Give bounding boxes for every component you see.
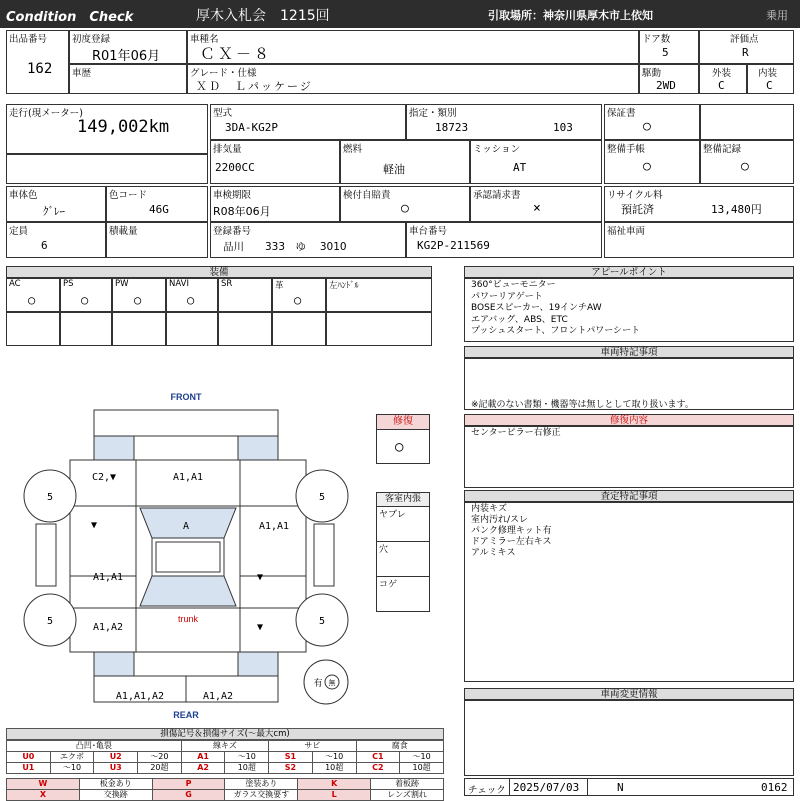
maint-book-value: ○ bbox=[643, 159, 651, 174]
check-flag: N bbox=[617, 781, 624, 794]
rear-window bbox=[140, 576, 236, 606]
approval-box bbox=[470, 186, 602, 222]
recycle-status: 預託済 bbox=[621, 203, 654, 216]
load-label: 積載量 bbox=[109, 226, 138, 237]
appeal-line: BOSEスピーカー、19インチAW bbox=[471, 303, 602, 313]
legend-desc: 10超 bbox=[225, 763, 269, 774]
chassis-label: 車台番号 bbox=[409, 226, 448, 237]
legend-code: A1 bbox=[181, 752, 225, 763]
mark-left-front-door: ▼ bbox=[90, 520, 98, 531]
designation-value: 18723 bbox=[435, 121, 469, 134]
doors-label: ドア数 bbox=[642, 34, 671, 45]
legend-code: C2 bbox=[356, 763, 400, 774]
legend-code: W bbox=[7, 779, 80, 790]
divider bbox=[587, 779, 588, 795]
appeal-title: アピールポイント bbox=[464, 266, 794, 278]
model-code-value: 3DA-KG2P bbox=[225, 121, 278, 134]
legend-group: 腐食 bbox=[356, 741, 444, 752]
interior-trim-title: 客室内張 bbox=[377, 493, 429, 507]
capacity-label: 定員 bbox=[9, 226, 29, 237]
equipment-value: ○ bbox=[134, 293, 142, 307]
warranty-label: 保証書 bbox=[607, 108, 636, 119]
special-box bbox=[464, 358, 794, 410]
plate-box bbox=[210, 222, 406, 258]
equipment-title: 装備 bbox=[6, 266, 432, 278]
maint-book-box bbox=[604, 140, 700, 184]
mark-left-rear-door: A1,A1 bbox=[92, 572, 124, 583]
plate-label: 登録番号 bbox=[213, 226, 252, 237]
auction-title: 厚木入札会 1215回 bbox=[196, 8, 330, 24]
check-number: 0162 bbox=[761, 781, 788, 794]
mileage-box bbox=[6, 104, 208, 154]
score-label: 評価点 bbox=[730, 34, 759, 45]
recycle-label: リサイクル料 bbox=[607, 190, 663, 201]
legend-bottom-table bbox=[6, 778, 444, 801]
model-name-label: 車種名 bbox=[190, 34, 219, 45]
repair-flag-value: ○ bbox=[395, 439, 404, 455]
legend-desc: エクボ bbox=[50, 752, 94, 763]
right-rear-door bbox=[240, 576, 306, 608]
legend-desc: ～10 bbox=[225, 752, 269, 763]
legend-desc: 交換跡 bbox=[79, 790, 152, 801]
drive-value: 2WD bbox=[656, 79, 676, 92]
color-code-value: 46G bbox=[149, 203, 169, 216]
car-diagram bbox=[0, 388, 460, 724]
legend-group: 凸凹･亀裂 bbox=[7, 741, 182, 752]
legend-code: S2 bbox=[269, 763, 313, 774]
history-label: 車歴 bbox=[72, 68, 92, 79]
fuel-label: 燃料 bbox=[343, 144, 363, 155]
equipment-value: ○ bbox=[294, 293, 302, 307]
welfare-label: 福祉車両 bbox=[607, 226, 646, 237]
equipment-cell bbox=[60, 278, 112, 312]
tire-rl-value: 5 bbox=[46, 616, 54, 627]
plate-value: 品川 333 ゆ 3010 bbox=[223, 241, 347, 253]
inspection-note-line: アルミキス bbox=[471, 548, 516, 558]
lot-box bbox=[6, 30, 69, 94]
mark-front-left: C2,▼ bbox=[91, 472, 117, 483]
exterior-label: 外装 bbox=[712, 68, 732, 79]
right-front-door bbox=[240, 506, 306, 576]
repair-line: センターピラー右修正 bbox=[471, 428, 561, 438]
equipment-grid bbox=[6, 278, 432, 346]
equipment-label: SR bbox=[221, 279, 233, 289]
vehicle-category: 乗用 bbox=[766, 9, 788, 22]
body-color-box bbox=[6, 186, 106, 222]
pickup-location: 引取場所：神奈川県厚木市上依知 bbox=[488, 9, 653, 22]
legend-desc: レンズ割れ bbox=[371, 790, 444, 801]
spare-mark: 無 bbox=[328, 679, 336, 687]
hood bbox=[136, 460, 240, 506]
special-title: 車両特記事項 bbox=[464, 346, 794, 358]
equipment-cell bbox=[326, 278, 432, 312]
front-label: FRONT bbox=[170, 392, 202, 402]
displacement-value: 2200CC bbox=[215, 161, 255, 174]
body-color-label: 車体色 bbox=[9, 190, 38, 201]
equipment-blank-cell bbox=[112, 312, 166, 346]
fuel-box bbox=[340, 140, 470, 184]
special-note: ※記載のない書類・機器等は無しとして取り扱います。 bbox=[471, 400, 694, 410]
rear-label: REAR bbox=[173, 710, 199, 720]
equipment-cell bbox=[166, 278, 218, 312]
designation-box bbox=[406, 104, 602, 140]
mileage-value: 149,002km bbox=[77, 117, 170, 137]
warranty-extra-box bbox=[700, 104, 794, 140]
mark-roof: A bbox=[182, 521, 190, 532]
brand-title: Condition Check bbox=[6, 10, 134, 25]
equipment-cell bbox=[6, 278, 60, 312]
equipment-blank-cell bbox=[272, 312, 326, 346]
equipment-cell bbox=[272, 278, 326, 312]
grade-value: ＸＤ Ｌパッケージ bbox=[196, 80, 313, 93]
legend-code: L bbox=[298, 790, 371, 801]
legend-code: U3 bbox=[94, 763, 138, 774]
right-mirror-panel bbox=[314, 524, 334, 586]
sunroof-frame bbox=[156, 542, 220, 572]
inspection-note-line: パンク修理キット有 bbox=[471, 526, 552, 536]
appeal-line: パワーリアゲート bbox=[471, 291, 543, 302]
color-code-label: 色コード bbox=[109, 190, 148, 201]
equipment-label: NAVI bbox=[169, 279, 189, 289]
warranty-box bbox=[604, 104, 700, 140]
first-reg-value: R01年06月 bbox=[92, 49, 161, 64]
legend-code: U1 bbox=[7, 763, 51, 774]
equipment-value: ○ bbox=[187, 293, 195, 307]
mission-value: AT bbox=[513, 161, 527, 174]
maint-book-label: 整備手帳 bbox=[607, 144, 646, 155]
repair-title: 修復内容 bbox=[464, 414, 794, 426]
fuel-value: 軽油 bbox=[383, 163, 405, 176]
mark-right-quarter: ▼ bbox=[256, 622, 264, 633]
repair-list bbox=[471, 428, 561, 440]
trunk-label: trunk bbox=[177, 614, 199, 624]
lot-number: 162 bbox=[27, 61, 53, 77]
legend-table bbox=[6, 740, 444, 774]
model-name-box bbox=[187, 30, 639, 64]
inspection-notes-box bbox=[464, 502, 794, 682]
tire-rr-value: 5 bbox=[318, 616, 326, 627]
recycle-fee: 13,480円 bbox=[711, 203, 762, 216]
mark-left-quarter: A1,A2 bbox=[92, 622, 124, 633]
legend-desc: 20超 bbox=[138, 763, 182, 774]
check-label: チェック bbox=[468, 785, 506, 796]
grade-label: グレード・仕様 bbox=[190, 68, 257, 79]
mark-hood: A1,A1 bbox=[172, 472, 204, 483]
rear-left-corner bbox=[94, 652, 134, 676]
legend-desc: ～10 bbox=[400, 752, 444, 763]
check-date: 2025/07/03 bbox=[513, 781, 580, 794]
legend-desc: ～20 bbox=[138, 752, 182, 763]
inspection-note-line: 室内汚れ/スレ bbox=[471, 515, 529, 525]
legend-desc: 塗装あり bbox=[225, 779, 298, 790]
doors-value: 5 bbox=[662, 46, 669, 59]
drive-box bbox=[639, 64, 699, 94]
legend-desc: 10超 bbox=[400, 763, 444, 774]
tire-fl-value: 5 bbox=[46, 492, 54, 503]
interior-trim-item: ヤブレ bbox=[377, 507, 429, 542]
appeal-line: プッシュスタート、フロントパワーシート bbox=[471, 326, 641, 336]
inspection-label: 車検期限 bbox=[213, 190, 252, 201]
chassis-value: KG2P-211569 bbox=[417, 239, 490, 252]
liability-box bbox=[340, 186, 470, 222]
mileage-label: 走行(現メーター) bbox=[9, 108, 83, 119]
interior-box bbox=[747, 64, 794, 94]
maint-record-label: 整備記録 bbox=[703, 144, 742, 155]
drive-label: 駆動 bbox=[642, 68, 662, 79]
tire-fr-value: 5 bbox=[318, 492, 326, 503]
legend-desc: ガラス交換要す bbox=[225, 790, 298, 801]
exterior-box bbox=[699, 64, 747, 94]
history-box bbox=[69, 64, 187, 94]
inspection-note-line: ドアミラー左右キス bbox=[471, 537, 552, 547]
liability-value: ○ bbox=[401, 201, 409, 216]
inspection-note-line: 内装キズ bbox=[471, 504, 507, 514]
legend-desc: ～10 bbox=[50, 763, 94, 774]
interior-value: C bbox=[766, 79, 773, 92]
mileage-extra-box bbox=[6, 154, 208, 184]
equipment-label: AC bbox=[9, 279, 21, 289]
legend-group: サビ bbox=[269, 741, 356, 752]
chassis-box bbox=[406, 222, 602, 258]
mark-right-rear-door: ▼ bbox=[256, 572, 264, 583]
welfare-box bbox=[604, 222, 794, 258]
equipment-label: 革 bbox=[275, 281, 284, 291]
legend-code: P bbox=[152, 779, 225, 790]
equipment-blank-cell bbox=[218, 312, 272, 346]
equipment-value: ○ bbox=[28, 293, 36, 307]
header-bar bbox=[0, 0, 800, 28]
legend-code: U0 bbox=[7, 752, 51, 763]
front-left-fender bbox=[70, 460, 136, 506]
mark-right-front-door: A1,A1 bbox=[258, 521, 290, 532]
front-left-corner bbox=[94, 436, 134, 460]
approval-value: × bbox=[533, 201, 541, 216]
equipment-label: 左ﾊﾝﾄﾞﾙ bbox=[329, 281, 359, 291]
interior-trim-item: コゲ bbox=[379, 580, 398, 590]
inspection-value: R08年06月 bbox=[213, 205, 271, 218]
first-reg-label: 初度登録 bbox=[72, 34, 111, 45]
approval-label: 承認請求書 bbox=[473, 190, 521, 201]
inspection-notes-list bbox=[471, 504, 552, 559]
legend-code: G bbox=[152, 790, 225, 801]
divider bbox=[509, 779, 510, 795]
inspection-notes-title: 査定特記事項 bbox=[464, 490, 794, 502]
maint-record-box bbox=[700, 140, 794, 184]
damage-legend bbox=[6, 728, 444, 801]
doors-box bbox=[639, 30, 699, 64]
legend-code: X bbox=[7, 790, 80, 801]
recycle-box bbox=[604, 186, 794, 222]
repair-flag-label: 修復 bbox=[377, 415, 429, 430]
rear-right-corner bbox=[238, 652, 278, 676]
capacity-value: 6 bbox=[41, 239, 48, 252]
mission-label: ミッション bbox=[473, 144, 521, 155]
legend-code: S1 bbox=[269, 752, 313, 763]
changes-title: 車両変更情報 bbox=[464, 688, 794, 700]
model-code-label: 型式 bbox=[213, 108, 233, 119]
equipment-blank-cell bbox=[60, 312, 112, 346]
equipment-blank-cell bbox=[166, 312, 218, 346]
color-code-box bbox=[106, 186, 208, 222]
appeal-line: 360°ビューモニター bbox=[471, 280, 556, 290]
capacity-box bbox=[6, 222, 106, 258]
equipment-blank-cell bbox=[6, 312, 60, 346]
warranty-value: ○ bbox=[643, 119, 651, 134]
rear-panel bbox=[134, 652, 238, 676]
spare-label: 有 bbox=[313, 679, 323, 689]
legend-code: U2 bbox=[94, 752, 138, 763]
equipment-cell bbox=[218, 278, 272, 312]
designation-label: 指定・類別 bbox=[409, 108, 457, 119]
left-front-door bbox=[70, 506, 136, 576]
mark-rear-bumper-left: A1,A1,A2 bbox=[115, 691, 165, 702]
equipment-label: PW bbox=[115, 279, 129, 289]
legend-group: 線キズ bbox=[181, 741, 268, 752]
interior-label: 内装 bbox=[758, 68, 778, 79]
repair-box bbox=[464, 426, 794, 488]
maint-record-value: ○ bbox=[741, 159, 749, 174]
inspection-box bbox=[210, 186, 340, 222]
equipment-label: PS bbox=[63, 279, 74, 289]
score-value: R bbox=[742, 46, 749, 59]
liability-label: 検付自賠責 bbox=[343, 190, 391, 201]
front-bumper bbox=[94, 410, 278, 436]
displacement-box bbox=[210, 140, 340, 184]
legend-title: 損傷記号＆損傷サイズ(～最大cm) bbox=[6, 728, 444, 740]
check-footer bbox=[464, 778, 794, 796]
grade-box bbox=[187, 64, 639, 94]
legend-desc: 着板跡 bbox=[371, 779, 444, 790]
appeal-list bbox=[471, 280, 640, 338]
equipment-blank-cell bbox=[326, 312, 432, 346]
first-reg-box bbox=[69, 30, 187, 64]
interior-trim-item: 穴 bbox=[377, 542, 429, 577]
legend-desc: ～10 bbox=[312, 752, 356, 763]
front-grille bbox=[134, 436, 238, 460]
legend-code: K bbox=[298, 779, 371, 790]
legend-desc: 板金あり bbox=[79, 779, 152, 790]
model-code-box bbox=[210, 104, 406, 140]
exterior-value: C bbox=[718, 79, 725, 92]
model-name: ＣＸ－８ bbox=[200, 45, 273, 63]
mission-box bbox=[470, 140, 602, 184]
left-mirror-panel bbox=[36, 524, 56, 586]
mark-rear-bumper-right: A1,A2 bbox=[202, 691, 234, 702]
legend-desc: 10超 bbox=[312, 763, 356, 774]
category-number-value: 103 bbox=[553, 121, 573, 134]
lot-label: 出品番号 bbox=[9, 34, 48, 45]
equipment-cell bbox=[112, 278, 166, 312]
load-box bbox=[106, 222, 208, 258]
displacement-label: 排気量 bbox=[213, 144, 242, 155]
legend-code: A2 bbox=[181, 763, 225, 774]
legend-code: C1 bbox=[356, 752, 400, 763]
appeal-box bbox=[464, 278, 794, 342]
front-right-corner bbox=[238, 436, 278, 460]
appeal-line: エアバッグ、ABS、ETC bbox=[471, 314, 568, 325]
score-box bbox=[699, 30, 794, 64]
body-color-value: ｸﾞﾚｰ bbox=[43, 205, 65, 218]
changes-box bbox=[464, 700, 794, 776]
equipment-value: ○ bbox=[81, 293, 89, 307]
